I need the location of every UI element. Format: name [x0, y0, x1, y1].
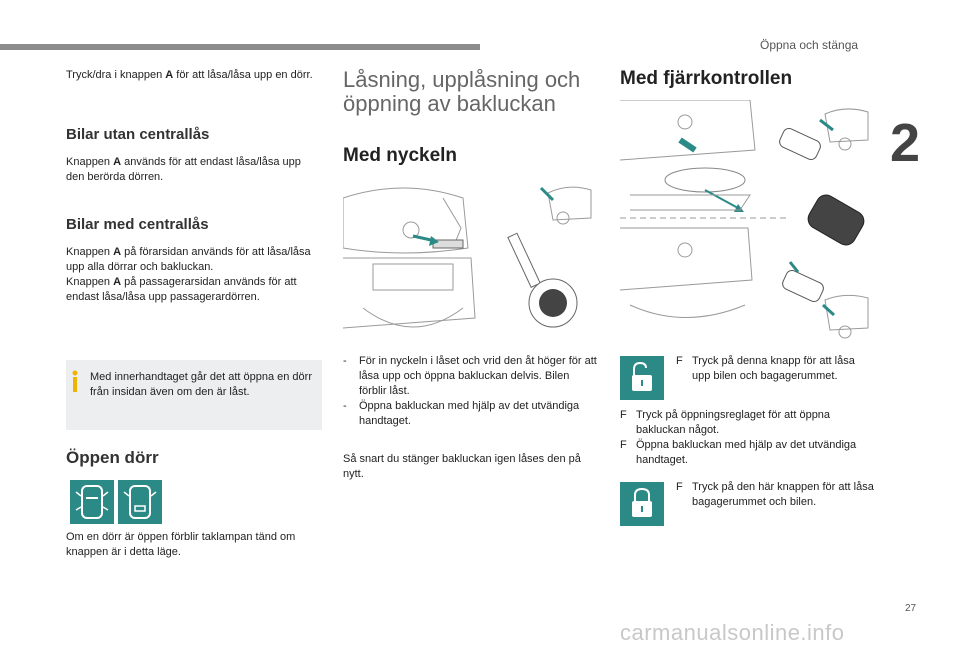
central-paragraph-1: Knappen A på förarsidan används för att låsa/låsa upp alla dörrar och bakluckan. — [66, 246, 311, 273]
heading-with-remote: Med fjärrkontrollen — [620, 68, 793, 89]
list-item: F Öppna bakluckan med hjälp av det utvändiga handtaget. — [620, 439, 857, 466]
remote-illustration — [620, 100, 870, 346]
key-illustration — [343, 178, 593, 346]
heading-with-key: Med nyckeln — [343, 145, 458, 166]
remote-steps-list — [620, 408, 876, 468]
door-lamp-icon — [118, 480, 162, 524]
unlock-paragraph — [676, 354, 876, 384]
list-item: F Tryck på denna knapp för att låsa upp bilen och bagagerummet. — [676, 355, 855, 382]
lock-icon — [620, 482, 664, 526]
section-title-trunk: Låsning, upplåsning och öppning av bakluckan — [343, 67, 581, 116]
info-box — [66, 360, 322, 430]
no-central-paragraph: Knappen A används för att endast låsa/låsa upp den berörda dörren. — [66, 156, 301, 183]
unlock-icon — [620, 356, 664, 400]
info-icon — [72, 370, 78, 392]
list-item: F Tryck på öppningsreglaget för att öppna bakluckan något. — [620, 409, 831, 436]
page-number: 27 — [905, 603, 917, 614]
open-door-paragraph: Om en dörr är öppen förblir taklampan tänd om knappen är i detta läge. — [66, 531, 296, 558]
heading-no-central-lock: Bilar utan centrallås — [66, 126, 210, 143]
door-open-icon — [70, 480, 114, 524]
heading-central-lock: Bilar med centrallås — [66, 216, 209, 233]
list-item: - Öppna bakluckan med hjälp av det utvändiga handtaget. — [343, 400, 580, 427]
info-text: Med innerhandtaget går det att öppna en dörr från insidan även om den är låst. — [90, 371, 312, 398]
header-bar — [0, 44, 480, 50]
list-item: F Tryck på den här knappen för att låsa bagagerummet och bilen. — [676, 481, 874, 508]
watermark: carmanualsonline.info — [620, 620, 845, 645]
lock-paragraph — [676, 480, 876, 510]
central-paragraph-2: Knappen A på passagerarsidan används för att endast låsa/låsa upp passagerardörren. — [66, 276, 297, 303]
key-steps-list — [343, 354, 599, 429]
section-title: Öppna och stänga — [760, 38, 859, 52]
chapter-number: 2 — [890, 113, 921, 173]
relock-paragraph: Så snart du stänger bakluckan igen låses den på nytt. — [343, 453, 581, 480]
intro-paragraph: Tryck/dra i knappen A för att låsa/låsa upp en dörr. — [66, 69, 313, 81]
list-item: - För in nyckeln i låset och vrid den åt höger för att låsa upp och öppna bakluckan delvis. Bilen förblir låst. — [343, 355, 597, 397]
heading-open-door: Öppen dörr — [66, 448, 159, 467]
